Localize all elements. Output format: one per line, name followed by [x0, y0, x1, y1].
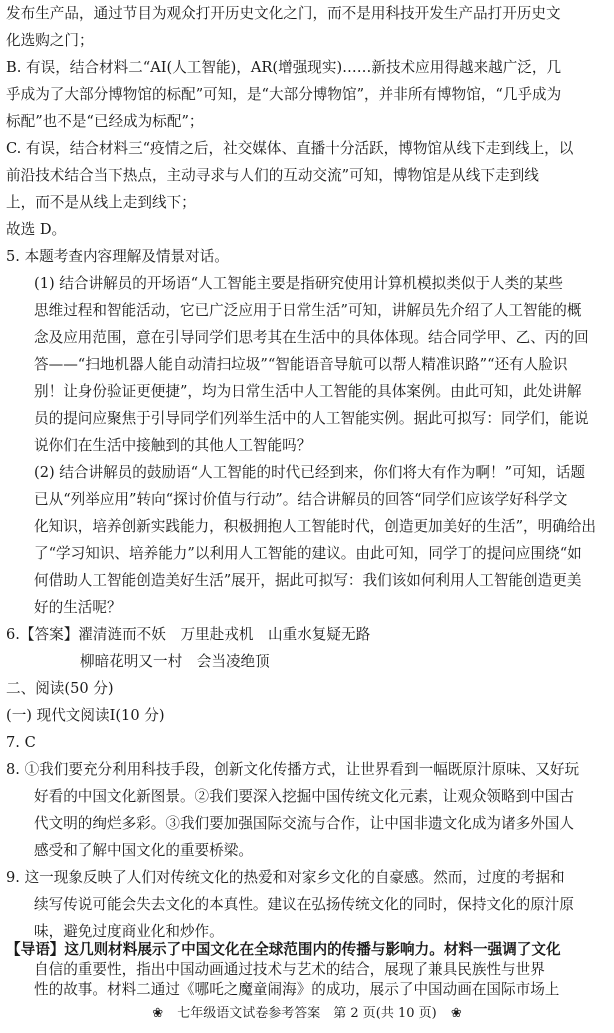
text-line: 说你们在生活中接触到的其他人工智能吗？ [34, 437, 312, 454]
text-line: 答——“扫地机器人能自动清扫垃圾”“智能语音导航可以帮人精准识路”“还有人脸识 [34, 356, 568, 373]
footer-text: 七年级语文试卷参考答案 第 2 页(共 10 页) [177, 1006, 437, 1021]
section-heading: (一) 现代文阅读Ⅰ(10 分) [6, 707, 165, 724]
text-line: 了“学习知识、培养能力”以利用人工智能的建议。由此可知，同学丁的提问应围绕“如 [34, 545, 582, 562]
text-line: 前沿技术结合当下热点，主动寻求与人们的互动交流”可知，博物馆是从线下走到线 [6, 167, 539, 184]
text-line: 故选 D。 [6, 221, 67, 238]
text-line: B. 有误，结合材料二“AI(人工智能)，AR(增强现实)……新技术应用得越来越广泛，几 [6, 59, 562, 76]
text-line: 7. C [6, 734, 36, 751]
text-line: 已从“列举应用”转向“探讨价值与行动”。结合讲解员的回答“同学们应该学好科学文 [34, 491, 568, 508]
text-line: 自信的重要性，指出中国动画通过技术与艺术的结合，展现了兼具民族性与世界 [34, 961, 545, 978]
text-line: 念及应用范围，意在引导同学们思考其在生活中的具体体现。结合同学甲、乙、丙的回 [34, 329, 589, 346]
text-line: 标配”也不是“已经成为标配”； [6, 113, 204, 130]
text-line: C. 有误，结合材料三“疫情之后，社交媒体、直播十分活跃，博物馆从线下走到线上，以 [6, 140, 574, 157]
flower-ornament-icon: ❀ [152, 1006, 164, 1021]
text-line: 续写传说可能会失去文化的本真性。建议在弘扬传统文化的同时，保持文化的原汁原 [34, 896, 574, 913]
text-line: 化知识，培养创新实践能力，积极拥抱人工智能时代，创造更加美好的生活”，明确给出 [34, 518, 597, 535]
text-line: 乎成为了大部分博物馆的标配”可知，是“大部分博物馆”，并非所有博物馆，“几乎成为 [6, 86, 562, 103]
text-line: 好的生活呢？ [34, 599, 122, 616]
answer-line: 6.【答案】濯清涟而不妖 万里赴戎机 山重水复疑无路 [6, 626, 371, 643]
text-line: 别！让身份验证更便捷”，均为日常生活中人工智能的具体案例。由此可知，此处讲解 [34, 383, 582, 400]
text-line: 发布生产品，通过节目为观众打开历史文化之门，而不是用科技开发生产品打开历史文 [6, 5, 561, 22]
text-line: 代文明的绚烂多彩。③我们要加强国际交流与合作，让中国非遗文化成为诸多外国人 [34, 815, 574, 832]
flower-ornament-icon: ❀ [450, 1006, 462, 1021]
text-line: 思维过程和智能活动，它已广泛应用于日常生活”可知，讲解员先介绍了人工智能的概 [34, 302, 582, 319]
text-line: 8. ①我们要充分利用科技手段，创新文化传播方式，让世界看到一幅既原汁原味、又好玩 [6, 761, 580, 778]
text-line: (2) 结合讲解员的鼓励语“人工智能的时代已经到来，你们将大有作为啊！”可知，话题 [34, 464, 586, 481]
text-line: 何借助人工智能创造美好生活”展开，据此可拟写：我们该如何利用人工智能创造更美 [34, 572, 582, 589]
text-line: 感受和了解中国文化的重要桥梁。 [34, 842, 253, 859]
text-line: 9. 这一现象反映了人们对传统文化的热爱和对家乡文化的自豪感。然而，过度的考据和 [6, 869, 565, 886]
section-heading: 二、阅读(50 分) [6, 680, 114, 697]
text-line: 好看的中国文化新图景。②我们要深入挖掘中国传统文化元素，让观众领略到中国古 [34, 788, 574, 805]
text-line: 员的提问应聚焦于引导同学们列举生活中的人工智能实例。据此可拟写：同学们，能说 [34, 410, 589, 427]
answer-line: 柳暗花明又一村 会当凌绝顶 [80, 653, 270, 670]
text-line: 上，而不是从线上走到线下； [6, 194, 196, 211]
text-line: 性的故事。材料二通过《哪吒之魔童闹海》的成功，展示了中国动画在国际市场上 [34, 981, 560, 998]
text-line: 【导语】这几则材料展示了中国文化在全球范围内的传播与影响力。材料一强调了文化 [6, 941, 561, 958]
text-line: 味，避免过度商业化和炒作。 [34, 923, 224, 940]
page-footer [0, 1002, 614, 1021]
text-line: (1) 结合讲解员的开场语“人工智能主要是指研究使用计算机模拟类似于人类的某些 [34, 275, 563, 292]
text-line: 化选购之门； [6, 32, 94, 49]
question-heading: 5. 本题考查内容理解及情景对话。 [6, 248, 229, 265]
